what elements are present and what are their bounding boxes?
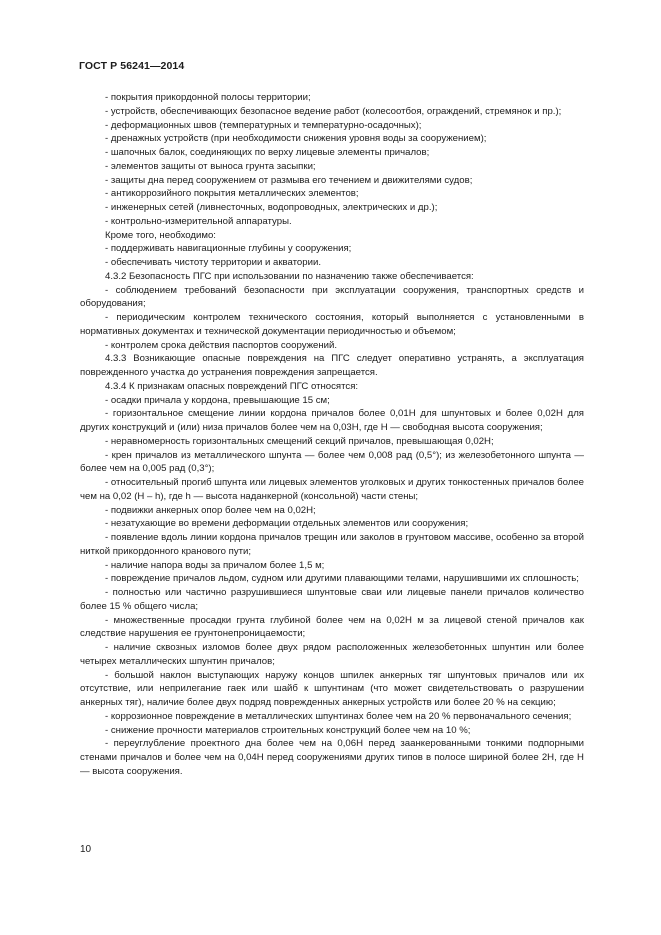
paragraph: - устройств, обеспечивающих безопасное ведение работ (колесоотбоя, ограждений, стремянок и пр.); [105,105,562,117]
paragraph: - незатухающие во времени деформации отдельных элементов или сооружения; [105,518,469,530]
paragraph: - соблюдением требований безопасности при эксплуатации сооружения, транспортных средств и оборудования; [80,284,584,310]
paragraph: Кроме того, необходимо: [105,229,216,241]
paragraph: - наличие напора воды за причалом более 1,5 м; [105,559,325,571]
paragraph: - шапочных балок, соединяющих по верху лицевые элементы причалов; [105,147,430,158]
paragraph: - инженерных сетей (ливнесточных, водопроводных, электрических и др.); [105,202,438,213]
paragraph: - коррозионное повреждение в металлических шпунтинах более чем на 20 % первоначального сечения; [105,710,572,722]
document-code-header: ГОСТ Р 56241—2014 [79,60,185,72]
section-4-3-2: 4.3.2 Безопасность ПГС при использовании по назначению также обеспечивается: [105,270,474,282]
paragraph: - контролем срока действия паспортов сооружений. [105,339,338,351]
paragraph: - обеспечивать чистоту территории и акватории. [105,257,321,268]
paragraph: - антикоррозийного покрытия металлических элементов; [105,188,359,200]
paragraph: - горизонтальное смещение линии кордона причалов более 0,01H для шпунтовых и более 0,02H для других конструкций и (или) низа причалов более чем на 0,03H, где H — свободная высота сооружения; [80,408,584,433]
paragraph: - покрытия прикордонной полосы территории; [105,92,311,103]
paragraph: - большой наклон выступающих наружу концов шпилек анкерных тяг шпунтовых причалов или их отсутствие, или неприлегание гаек или шайб к шпунтинам (что может свидетельствовать о разрушении анкерных тяг), наличие более двух подряд поврежденных анкерных устройств или более 20 % на секцию; [80,669,584,708]
paragraph: - элементов защиты от выноса грунта засыпки; [105,160,316,172]
paragraph: - осадки причала у кордона, превышающие 15 см; [105,394,330,406]
paragraph: - крен причалов из металлического шпунта — более чем 0,008 рад (0,5°); из железобетонного шпунта — более чем на 0,005 рад (0,3°); [80,449,584,475]
paragraph: - подвижки анкерных опор более чем на 0,02H; [105,504,316,516]
paragraph: - переуглубление проектного дна более чем на 0,06H перед заанкерованными тонкими подпорными стенами причалов и более чем на 0,04H перед сооружениями других типов в полосе шириной более 2H, где H — высота сооружения. [80,738,584,777]
section-4-3-3: 4.3.3 Возникающие опасные повреждения на ПГС следует оперативно устранять, а эксплуатация поврежденного участка до устранения повреждения запрещается. [80,353,584,378]
paragraph: - поддерживать навигационные глубины у сооружения; [105,243,352,255]
paragraph: - периодическим контролем технического состояния, который выполняется с установленными в нормативных документах и технической документации периодичностью и объемом; [80,312,584,337]
section-4-3-4: 4.3.4 К признакам опасных повреждений ПГС относятся: [105,380,359,392]
paragraph: - множественные просадки грунта глубиной более чем на 0,02H м за лицевой стеной причалов как следствие нарушения ее грунтонепроницаемости; [80,614,584,640]
paragraph: - наличие сквозных изломов более двух рядом расположенных железобетонных шпунтин или более четырех металлических шпунтин причалов; [80,642,584,667]
paragraph: - неравномерность горизонтальных смещений секций причалов, превышающая 0,02H; [105,435,494,447]
page-number: 10 [80,844,92,855]
paragraph: - относительный прогиб шпунта или лицевых элементов уголковых и других тонкостенных причалов более чем на 0,02 (H – h), где h — высота наданкерной (консольной) части стены; [80,477,584,502]
paragraph: - снижение прочности материалов строительных конструкций более чем на 10 %; [105,724,471,736]
paragraph: - повреждение причалов льдом, судном или другими плавающими телами, нарушившими их сплошность; [105,573,579,585]
paragraph: - деформационных швов (температурных и температурно-осадочных); [105,119,422,131]
paragraph: - защиты дна перед сооружением от размыва его течением и движителями судов; [105,174,473,186]
paragraph: - полностью или частично разрушившиеся шпунтовые сваи или лицевые панели причалов количество более 15 % общего числа; [80,587,584,612]
paragraph: - контрольно-измерительной аппаратуры. [105,215,292,227]
paragraph: - появление вдоль линии кордона причалов трещин или заколов в грунтовом массиве, особенно за второй ниткой прикордонного кранового пути; [80,532,584,557]
body-text [80,91,584,779]
paragraph: - дренажных устройств (при необходимости снижения уровня воды за сооружением); [105,133,487,145]
